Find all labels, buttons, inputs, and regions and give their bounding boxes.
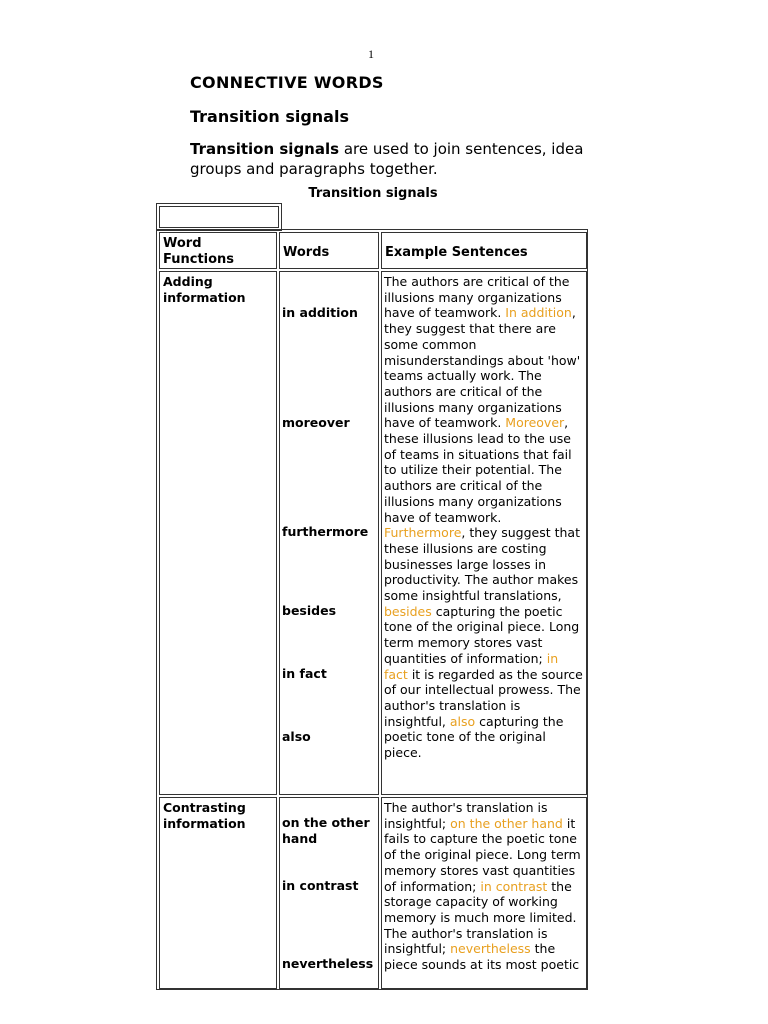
example-text-after: it fails to capture the poetic tone of the original piece.	[384, 815, 577, 863]
example-text-after: capturing the poetic tone of the original piece.	[384, 603, 563, 635]
example-furthermore	[384, 462, 580, 587]
col-header-examples: Example Sentences	[381, 232, 587, 269]
example-text-after: the piece sounds at its most poetic	[384, 941, 580, 973]
example-text-after: capturing the poetic tone of the original piece.	[384, 713, 564, 761]
word-in-contrast: in contrast	[282, 878, 359, 893]
example-text-before: The author's translation is insightful;	[384, 925, 548, 957]
word-nevertheless: nevertheless	[282, 956, 374, 971]
example-highlight: Furthermore	[384, 525, 462, 541]
example-highlight: besides	[384, 603, 432, 619]
examples-cell-adding	[381, 271, 587, 795]
example-text-after: , these illusions lead to the use of teams in situations that fail to utilize their potential.	[384, 415, 572, 478]
example-highlight: in contrast	[480, 878, 548, 894]
example-highlight: also	[449, 713, 476, 729]
intro-paragraph	[190, 139, 630, 179]
function-cell-contrasting: Contrasting information	[159, 797, 277, 989]
table-caption: Transition signals	[308, 186, 438, 201]
example-text-before: The authors are critical of the illusions many organizations have of teamwork.	[384, 368, 562, 431]
example-text-before: The author's translation is insightful,	[384, 682, 581, 729]
words-cell-contrasting	[279, 797, 379, 989]
word-besides: besides	[282, 603, 337, 618]
col-header-functions: Word Functions	[159, 232, 277, 269]
example-nevertheless	[384, 926, 579, 972]
example-text-after: the storage capacity of working memory is much more limited.	[384, 878, 577, 925]
word-on-the-other-hand: on the other hand	[282, 815, 370, 846]
example-highlight: on the other hand	[450, 815, 563, 831]
section-title: Transition signals	[190, 107, 349, 126]
example-text-before: The author's translation is insightful;	[384, 800, 548, 831]
intro-bold-term: Transition signals	[190, 140, 340, 158]
intro-text: are used to join sentences, idea groups and paragraphs together.	[190, 140, 584, 178]
word-also: also	[282, 729, 311, 744]
example-moreover	[384, 368, 572, 477]
col-header-words: Words	[279, 232, 379, 269]
example-text-after: , they suggest that these illusions are costing businesses large losses in productivity.	[384, 525, 580, 588]
examples-cell-contrasting	[381, 797, 587, 989]
example-highlight: In addition	[505, 305, 572, 321]
example-highlight: in fact	[384, 650, 559, 682]
example-text-before: Long term memory stores vast quantities of information;	[384, 847, 581, 894]
example-highlight: nevertheless	[450, 941, 531, 957]
example-in-addition	[384, 274, 580, 383]
table-top-box	[156, 203, 282, 231]
word-furthermore: furthermore	[282, 524, 369, 539]
example-text-after: it is regarded as the source of our intellectual prowess.	[384, 666, 583, 698]
transition-table	[156, 229, 588, 990]
word-in-fact: in fact	[282, 666, 327, 681]
page-title: CONNECTIVE WORDS	[190, 73, 384, 92]
example-highlight: Moreover	[505, 415, 565, 431]
function-cell-adding: Adding information	[159, 271, 277, 795]
example-text-after: , they suggest that there are some common misunderstandings about 'how' teams actually work.	[384, 305, 581, 384]
example-text-before: The author makes some insightful translations,	[384, 572, 579, 604]
example-text-before: The authors are critical of the illusions many organizations have of teamwork.	[384, 274, 570, 321]
word-moreover: moreover	[282, 415, 350, 430]
words-cell-adding	[279, 271, 379, 795]
page-number: 1	[368, 47, 374, 61]
example-text-before: Long term memory stores vast quantities of information;	[384, 619, 580, 666]
example-text-before: The authors are critical of the illusions many organizations have of teamwork.	[384, 462, 562, 525]
table-top-box-inner	[159, 206, 279, 228]
word-in-addition: in addition	[282, 305, 358, 320]
